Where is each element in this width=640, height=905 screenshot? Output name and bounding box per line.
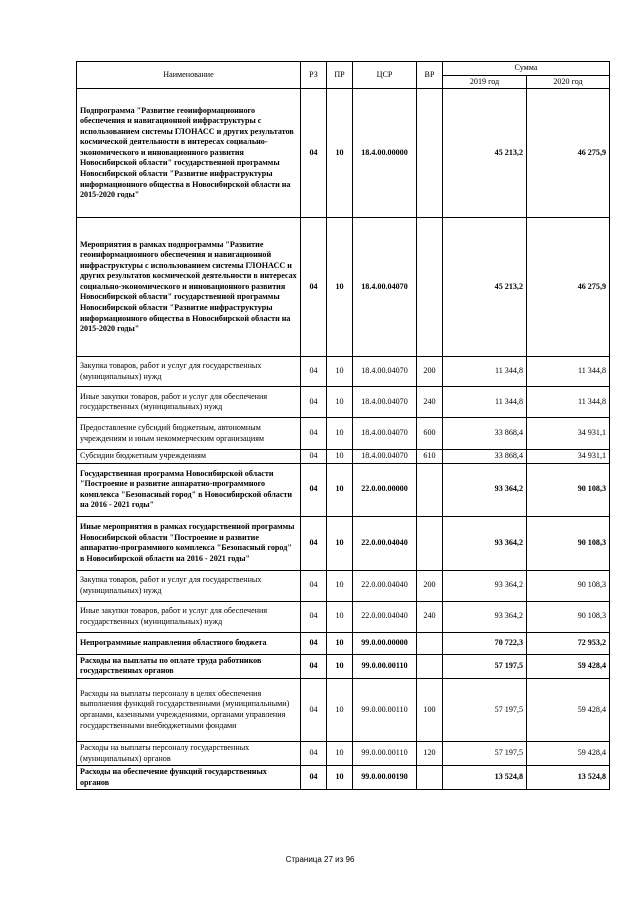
cell-y2020: 34 931,1 bbox=[527, 450, 610, 464]
cell-name: Предоставление субсидий бюджетным, автономным учреждениям и иным некоммерческим организациям bbox=[77, 418, 301, 450]
cell-pr: 10 bbox=[327, 570, 353, 601]
cell-y2020: 72 953,2 bbox=[527, 632, 610, 654]
cell-y2020: 59 428,4 bbox=[527, 654, 610, 678]
cell-rz: 04 bbox=[301, 570, 327, 601]
cell-y2020: 90 108,3 bbox=[527, 601, 610, 632]
cell-vr: 200 bbox=[417, 357, 443, 387]
cell-csr: 99.0.00.00190 bbox=[353, 766, 417, 790]
cell-vr bbox=[417, 89, 443, 218]
cell-rz: 04 bbox=[301, 463, 327, 516]
cell-vr: 240 bbox=[417, 601, 443, 632]
cell-pr: 10 bbox=[327, 516, 353, 570]
header-pr: ПР bbox=[327, 62, 353, 89]
cell-csr: 22.0.00.04040 bbox=[353, 601, 417, 632]
cell-pr: 10 bbox=[327, 766, 353, 790]
cell-csr: 18.4.00.04070 bbox=[353, 387, 417, 418]
cell-vr bbox=[417, 766, 443, 790]
cell-name: Иные закупки товаров, работ и услуг для обеспечения государственных (муниципальных) нужд bbox=[77, 387, 301, 418]
cell-y2020: 13 524,8 bbox=[527, 766, 610, 790]
cell-vr: 200 bbox=[417, 570, 443, 601]
table-row bbox=[77, 387, 610, 418]
cell-vr bbox=[417, 654, 443, 678]
cell-name: Государственная программа Новосибирской области "Построение и развитие аппаратно-программного комплекса "Безопасный город" в Новосибирской области на 2016 - 2021 годы" bbox=[77, 463, 301, 516]
cell-y2020: 11 344,8 bbox=[527, 357, 610, 387]
cell-csr: 99.0.00.00000 bbox=[353, 632, 417, 654]
cell-csr: 22.0.00.04040 bbox=[353, 516, 417, 570]
cell-pr: 10 bbox=[327, 357, 353, 387]
cell-pr: 10 bbox=[327, 678, 353, 741]
table-row bbox=[77, 450, 610, 464]
cell-y2019: 13 524,8 bbox=[443, 766, 527, 790]
cell-y2019: 93 364,2 bbox=[443, 463, 527, 516]
cell-name: Расходы на обеспечение функций государственных органов bbox=[77, 766, 301, 790]
cell-rz: 04 bbox=[301, 632, 327, 654]
table-body bbox=[77, 89, 610, 790]
cell-csr: 99.0.00.00110 bbox=[353, 654, 417, 678]
cell-y2019: 57 197,5 bbox=[443, 678, 527, 741]
cell-vr bbox=[417, 632, 443, 654]
cell-name: Подпрограмма "Развитие геоинформационного обеспечения и навигационной инфраструктуры с использованием системы ГЛОНАСС и других результатов космической деятельности в интересах социально-экономического и инновационного развития Новосибирской области" государственной программы Новосибирской области "Развитие инфраструктуры информационного общества в Новосибирской области на 2015-2020 годы" bbox=[77, 89, 301, 218]
table-row bbox=[77, 218, 610, 357]
table-row bbox=[77, 741, 610, 765]
cell-y2020: 59 428,4 bbox=[527, 741, 610, 765]
cell-vr bbox=[417, 463, 443, 516]
cell-csr: 99.0.00.00110 bbox=[353, 678, 417, 741]
cell-pr: 10 bbox=[327, 741, 353, 765]
table-row bbox=[77, 89, 610, 218]
table-row bbox=[77, 632, 610, 654]
cell-vr: 600 bbox=[417, 418, 443, 450]
cell-csr: 18.4.00.04070 bbox=[353, 218, 417, 357]
cell-rz: 04 bbox=[301, 766, 327, 790]
cell-y2019: 11 344,8 bbox=[443, 387, 527, 418]
cell-y2019: 93 364,2 bbox=[443, 570, 527, 601]
table-header bbox=[77, 62, 610, 89]
cell-pr: 10 bbox=[327, 418, 353, 450]
cell-vr: 240 bbox=[417, 387, 443, 418]
cell-pr: 10 bbox=[327, 601, 353, 632]
cell-pr: 10 bbox=[327, 89, 353, 218]
cell-rz: 04 bbox=[301, 89, 327, 218]
cell-y2020: 11 344,8 bbox=[527, 387, 610, 418]
cell-csr: 18.4.00.04070 bbox=[353, 357, 417, 387]
page-footer: Страница 27 из 96 bbox=[285, 855, 355, 864]
cell-y2019: 93 364,2 bbox=[443, 516, 527, 570]
table-row bbox=[77, 654, 610, 678]
table-row bbox=[77, 678, 610, 741]
cell-y2020: 90 108,3 bbox=[527, 570, 610, 601]
cell-rz: 04 bbox=[301, 601, 327, 632]
cell-y2020: 90 108,3 bbox=[527, 463, 610, 516]
cell-y2019: 33 868,4 bbox=[443, 418, 527, 450]
cell-pr: 10 bbox=[327, 463, 353, 516]
cell-rz: 04 bbox=[301, 218, 327, 357]
cell-vr bbox=[417, 218, 443, 357]
cell-y2019: 57 197,5 bbox=[443, 741, 527, 765]
cell-name: Расходы на выплаты персоналу государственных (муниципальных) органов bbox=[77, 741, 301, 765]
cell-y2020: 34 931,1 bbox=[527, 418, 610, 450]
cell-y2019: 93 364,2 bbox=[443, 601, 527, 632]
cell-y2019: 45 213,2 bbox=[443, 89, 527, 218]
cell-y2019: 45 213,2 bbox=[443, 218, 527, 357]
header-csr: ЦСР bbox=[353, 62, 417, 89]
cell-y2020: 46 275,9 bbox=[527, 89, 610, 218]
cell-y2019: 11 344,8 bbox=[443, 357, 527, 387]
cell-rz: 04 bbox=[301, 654, 327, 678]
cell-rz: 04 bbox=[301, 741, 327, 765]
cell-name: Расходы на выплаты персоналу в целях обеспечения выполнения функций государственными (муниципальными) органами, казенными учреждениями, органами управления государственными внебюджетными фондами bbox=[77, 678, 301, 741]
header-sum: Сумма bbox=[443, 62, 610, 76]
cell-csr: 22.0.00.00000 bbox=[353, 463, 417, 516]
table-row bbox=[77, 357, 610, 387]
table-row bbox=[77, 766, 610, 790]
cell-csr: 18.4.00.00000 bbox=[353, 89, 417, 218]
table-row bbox=[77, 570, 610, 601]
cell-vr: 120 bbox=[417, 741, 443, 765]
table-row bbox=[77, 516, 610, 570]
header-2019: 2019 год bbox=[443, 75, 527, 89]
cell-y2020: 59 428,4 bbox=[527, 678, 610, 741]
cell-name: Непрограммные направления областного бюджета bbox=[77, 632, 301, 654]
cell-rz: 04 bbox=[301, 678, 327, 741]
cell-y2019: 33 868,4 bbox=[443, 450, 527, 464]
cell-pr: 10 bbox=[327, 450, 353, 464]
cell-pr: 10 bbox=[327, 654, 353, 678]
cell-csr: 22.0.00.04040 bbox=[353, 570, 417, 601]
cell-name: Закупка товаров, работ и услуг для государственных (муниципальных) нужд bbox=[77, 570, 301, 601]
header-rz: РЗ bbox=[301, 62, 327, 89]
cell-name: Иные закупки товаров, работ и услуг для обеспечения государственных (муниципальных) нужд bbox=[77, 601, 301, 632]
cell-pr: 10 bbox=[327, 387, 353, 418]
cell-vr: 100 bbox=[417, 678, 443, 741]
cell-y2020: 90 108,3 bbox=[527, 516, 610, 570]
header-2020: 2020 год bbox=[527, 75, 610, 89]
cell-y2020: 46 275,9 bbox=[527, 218, 610, 357]
cell-rz: 04 bbox=[301, 516, 327, 570]
cell-rz: 04 bbox=[301, 450, 327, 464]
cell-name: Мероприятия в рамках подпрограммы "Развитие геоинформационного обеспечения и навигационной инфраструктуры с использованием системы ГЛОНАСС и других результатов космической деятельности в интересах социально-экономического и инновационного развития Новосибирской области" государственной программы Новосибирской области "Развитие инфраструктуры информационного общества в Новосибирской области на 2015-2020 годы" bbox=[77, 218, 301, 357]
cell-pr: 10 bbox=[327, 218, 353, 357]
cell-rz: 04 bbox=[301, 357, 327, 387]
cell-csr: 18.4.00.04070 bbox=[353, 450, 417, 464]
header-vr: ВР bbox=[417, 62, 443, 89]
cell-rz: 04 bbox=[301, 418, 327, 450]
table-row bbox=[77, 463, 610, 516]
cell-vr bbox=[417, 516, 443, 570]
cell-y2019: 57 197,5 bbox=[443, 654, 527, 678]
header-name: Наименование bbox=[77, 62, 301, 89]
cell-name: Расходы на выплаты по оплате труда работников государственных органов bbox=[77, 654, 301, 678]
table-row bbox=[77, 418, 610, 450]
cell-name: Иные мероприятия в рамках государственной программы Новосибирской области "Построение и развитие аппаратно-программного комплекса "Безопасный город" в Новосибирской области на 2016 - 2021 годы" bbox=[77, 516, 301, 570]
table-row bbox=[77, 601, 610, 632]
budget-table bbox=[76, 61, 610, 790]
cell-y2019: 70 722,3 bbox=[443, 632, 527, 654]
cell-csr: 18.4.00.04070 bbox=[353, 418, 417, 450]
cell-vr: 610 bbox=[417, 450, 443, 464]
cell-name: Субсидии бюджетным учреждениям bbox=[77, 450, 301, 464]
cell-pr: 10 bbox=[327, 632, 353, 654]
cell-name: Закупка товаров, работ и услуг для государственных (муниципальных) нужд bbox=[77, 357, 301, 387]
cell-rz: 04 bbox=[301, 387, 327, 418]
cell-csr: 99.0.00.00110 bbox=[353, 741, 417, 765]
